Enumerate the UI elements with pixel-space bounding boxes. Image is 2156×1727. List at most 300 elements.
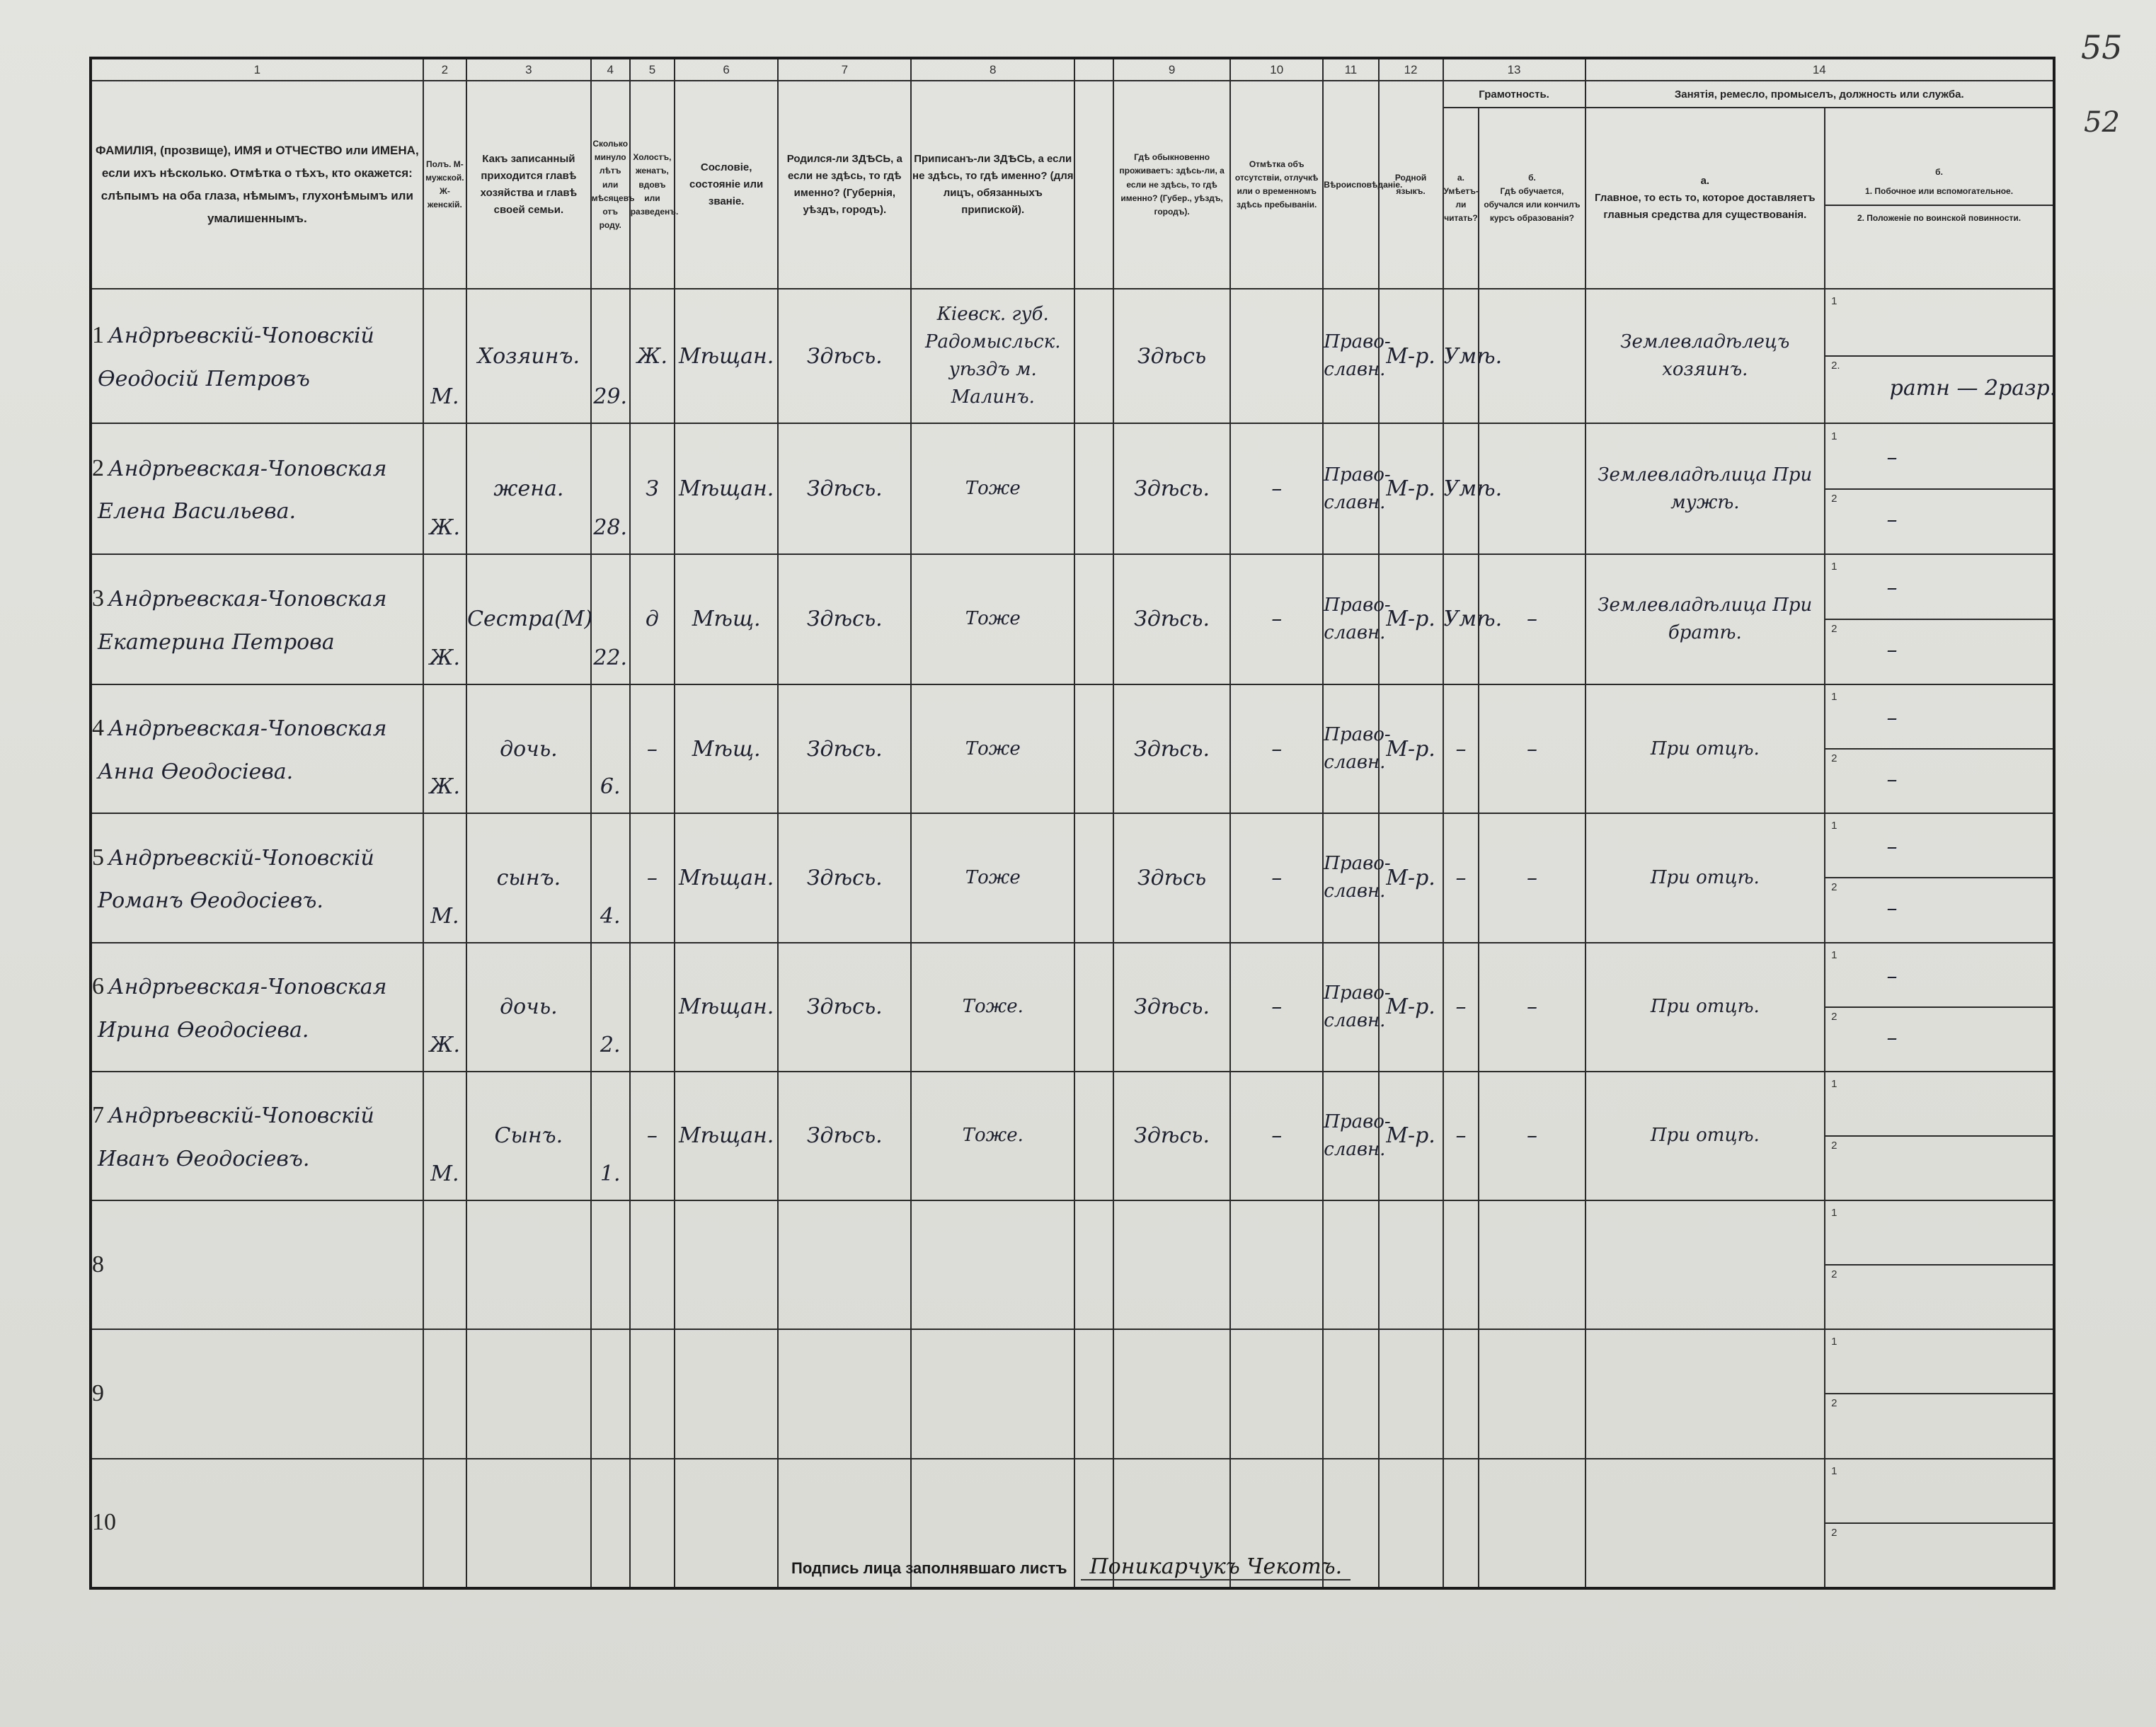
cell-literate-text: – bbox=[1455, 865, 1467, 890]
cell-secondary bbox=[1825, 554, 2054, 684]
cell-registered-text: Кіевск. губ. Радомысльск. уѣздъ м. Малинъ. bbox=[925, 304, 1061, 408]
cell-estate-text: Мѣщан. bbox=[678, 476, 774, 502]
header-education-text: Гдѣ обучается, обучался или кончилъ курсъ образованія? bbox=[1484, 185, 1581, 224]
cell-estate bbox=[675, 943, 778, 1072]
cell-occupation-text: При отцѣ. bbox=[1650, 1125, 1760, 1147]
cell-residence bbox=[1113, 289, 1230, 424]
cell-marital bbox=[630, 423, 675, 553]
cell-born bbox=[778, 1072, 911, 1200]
header-literate-letter: а. bbox=[1457, 172, 1464, 183]
cell-marital bbox=[630, 1200, 675, 1329]
sheet-number: 55 bbox=[2081, 28, 2123, 67]
cell-sex-text: М. bbox=[430, 903, 459, 929]
cell-born bbox=[778, 813, 911, 942]
cell-relation bbox=[466, 423, 591, 553]
cell-registered bbox=[911, 1329, 1074, 1458]
cell-religion-text: Право-славн. bbox=[1324, 1111, 1391, 1160]
cell-marital bbox=[630, 943, 675, 1072]
signature-footer bbox=[791, 1554, 1351, 1580]
cell-language bbox=[1379, 554, 1443, 684]
cell-language-text: М-р. bbox=[1386, 343, 1435, 369]
household-row bbox=[91, 423, 2054, 553]
cell-residence-text: Здѣсь. bbox=[1134, 1123, 1210, 1149]
cell-registered-text: Тоже bbox=[965, 478, 1021, 500]
cell-marital bbox=[630, 1072, 675, 1200]
cell-age bbox=[591, 684, 630, 813]
sub-line-number: 2 bbox=[1831, 1139, 1837, 1152]
cell-secondary bbox=[1825, 813, 2054, 942]
cell-secondary bbox=[1825, 1072, 2054, 1200]
cell-absence-text: – bbox=[1271, 607, 1283, 632]
sub-line-number: 1 bbox=[1831, 1077, 1837, 1090]
header-absence: Отмѣтка объ отсутствіи, отлучкѣ или о временномъ здѣсь пребываніи. bbox=[1230, 81, 1323, 288]
cell-registered bbox=[911, 943, 1074, 1072]
cell-literate-text: Умѣ. bbox=[1443, 343, 1503, 369]
cell-occupation-text: При отцѣ. bbox=[1650, 866, 1760, 888]
cell-relation bbox=[466, 684, 591, 813]
cell-literate bbox=[1443, 1459, 1479, 1588]
cell-born bbox=[778, 554, 911, 684]
cell-absence-text: – bbox=[1271, 736, 1283, 762]
cell-age-text: 28. bbox=[593, 515, 628, 540]
cell-absence bbox=[1230, 289, 1323, 424]
household-row bbox=[91, 813, 2054, 942]
cell-absence bbox=[1230, 943, 1323, 1072]
cell-religion bbox=[1323, 684, 1391, 813]
cell-sex bbox=[423, 1072, 466, 1200]
cell-registered bbox=[911, 554, 1074, 684]
cell-estate bbox=[675, 289, 778, 424]
header-row bbox=[91, 81, 2054, 108]
colnum-2: 2 bbox=[423, 58, 466, 81]
sub-line-value: – bbox=[1886, 1025, 1898, 1050]
cell-religion bbox=[1323, 943, 1391, 1072]
header-religion: Вѣроисповѣданіе. bbox=[1323, 81, 1378, 288]
cell-religion-text: Право-славн. bbox=[1324, 853, 1391, 902]
cell-religion-text: Право-славн. bbox=[1324, 331, 1391, 381]
cell-secondary bbox=[1825, 1329, 2054, 1458]
surname: Андрѣевскій-Чоповскій bbox=[108, 1103, 374, 1129]
cell-literate-text: – bbox=[1455, 994, 1467, 1020]
cell-religion bbox=[1323, 423, 1391, 553]
cell-age-text: 29. bbox=[593, 384, 628, 410]
household-row bbox=[91, 943, 2054, 1072]
cell-absence bbox=[1230, 1072, 1323, 1200]
cell-relation bbox=[466, 1200, 591, 1329]
cell-sex bbox=[423, 684, 466, 813]
cell-estate-text: Мѣщан. bbox=[678, 343, 774, 369]
cell-sex-text: Ж. bbox=[429, 1032, 461, 1057]
sub-line-number: 1 bbox=[1831, 1336, 1837, 1348]
cell-age-text: 22. bbox=[593, 646, 628, 671]
cell-residence bbox=[1113, 423, 1230, 553]
cell-sex-text: Ж. bbox=[429, 646, 461, 671]
sub-line-number: 1 bbox=[1831, 948, 1837, 961]
sub-line-number: 1 bbox=[1831, 1464, 1837, 1477]
cell-relation bbox=[466, 554, 591, 684]
cell-sex bbox=[423, 1459, 466, 1588]
cell-marital bbox=[630, 289, 675, 424]
cell-literate bbox=[1443, 684, 1479, 813]
sub-line-number: 2 bbox=[1831, 1268, 1837, 1281]
cell-registered-text: Тоже bbox=[965, 608, 1021, 630]
cell-literate bbox=[1443, 1072, 1479, 1200]
cell-religion-text: Право-славн. bbox=[1324, 464, 1391, 513]
cell-age bbox=[591, 1072, 630, 1200]
cell-occupation bbox=[1586, 1329, 1825, 1458]
row-number: 5 bbox=[92, 844, 104, 871]
cell-literate bbox=[1443, 554, 1503, 684]
cell-secondary bbox=[1825, 1459, 2054, 1588]
cell-residence-text: Здѣсь. bbox=[1134, 736, 1210, 762]
given-names: Романъ Өеодосіевъ. bbox=[98, 888, 323, 914]
cell-religion bbox=[1323, 813, 1391, 942]
cell-residence bbox=[1113, 943, 1230, 1072]
colnum-7: 7 bbox=[778, 58, 911, 81]
surname: Андрѣевская-Чоповская bbox=[108, 456, 387, 481]
cell-occupation-text: Землевладѣлица При братѣ. bbox=[1598, 594, 1813, 643]
cell-born-text: Здѣсь. bbox=[806, 1123, 883, 1149]
cell-marital bbox=[630, 813, 675, 942]
cell-education bbox=[1479, 1200, 1585, 1329]
sub-line-value: – bbox=[1886, 834, 1898, 860]
cell-born-text: Здѣсь. bbox=[806, 607, 883, 632]
cell-blank bbox=[1074, 289, 1113, 424]
cell-age bbox=[591, 554, 630, 684]
cell-name bbox=[91, 1459, 423, 1588]
header-secondary-letter: б. bbox=[1935, 167, 1943, 178]
cell-sex bbox=[423, 423, 466, 553]
cell-absence-text: – bbox=[1271, 994, 1283, 1020]
header-language: Родной языкъ. bbox=[1379, 81, 1443, 288]
colnum-11: 11 bbox=[1323, 58, 1378, 81]
cell-born bbox=[778, 289, 911, 424]
sub-line-value: – bbox=[1886, 767, 1898, 793]
cell-sex bbox=[423, 554, 466, 684]
cell-sex bbox=[423, 1329, 466, 1458]
cell-name bbox=[91, 423, 423, 553]
cell-estate bbox=[675, 1459, 778, 1588]
sub-line-value: – bbox=[1886, 638, 1898, 663]
sub-line-value: – bbox=[1886, 445, 1898, 471]
cell-blank bbox=[1074, 1072, 1113, 1200]
surname: Андрѣевская-Чоповская bbox=[108, 587, 387, 612]
surname: Андрѣевскій-Чоповскій bbox=[108, 323, 374, 349]
row-number: 10 bbox=[92, 1509, 116, 1536]
cell-language-text: М-р. bbox=[1386, 607, 1435, 632]
cell-registered-text: Тоже. bbox=[962, 1125, 1023, 1147]
cell-estate bbox=[675, 684, 778, 813]
colnum-6: 6 bbox=[675, 58, 778, 81]
cell-estate bbox=[675, 423, 778, 553]
cell-name bbox=[91, 289, 423, 424]
given-names: Елена Васильева. bbox=[98, 499, 297, 524]
row-number: 9 bbox=[92, 1380, 104, 1407]
cell-language bbox=[1379, 1072, 1443, 1200]
cell-language-text: М-р. bbox=[1386, 476, 1435, 502]
cell-education bbox=[1479, 943, 1585, 1072]
cell-religion bbox=[1323, 1329, 1378, 1458]
colnum-13: 13 bbox=[1443, 58, 1586, 81]
cell-blank bbox=[1074, 684, 1113, 813]
header-age: Сколько минуло лѣтъ или мѣсяцевъ отъ роду. bbox=[591, 81, 630, 288]
cell-language bbox=[1379, 1329, 1443, 1458]
sub-line-number: 1 bbox=[1831, 820, 1837, 832]
colnum-5: 5 bbox=[630, 58, 675, 81]
colnum-14: 14 bbox=[1586, 58, 2054, 81]
cell-education bbox=[1479, 1459, 1585, 1588]
cell-education-text: – bbox=[1526, 994, 1537, 1020]
cell-relation bbox=[466, 1459, 591, 1588]
colnum-1: 1 bbox=[91, 58, 423, 81]
cell-registered bbox=[911, 684, 1074, 813]
page-number: 52 bbox=[2084, 106, 2120, 139]
cell-relation-text: Сынъ. bbox=[494, 1123, 563, 1149]
cell-religion-text: Право-славн. bbox=[1324, 982, 1391, 1031]
cell-language bbox=[1379, 1459, 1443, 1588]
cell-secondary bbox=[1825, 943, 2054, 1072]
cell-age-text: 2. bbox=[600, 1032, 621, 1057]
cell-education bbox=[1479, 1329, 1585, 1458]
signature: Поникарчукъ Чекотъ. bbox=[1081, 1554, 1351, 1580]
cell-religion bbox=[1323, 1072, 1391, 1200]
cell-literate-text: Умѣ. bbox=[1443, 607, 1503, 632]
sub-line-number: 2 bbox=[1831, 881, 1837, 894]
surname: Андрѣевская-Чоповская bbox=[108, 716, 387, 742]
cell-born bbox=[778, 684, 911, 813]
cell-blank bbox=[1074, 554, 1113, 684]
cell-relation bbox=[466, 1329, 591, 1458]
cell-age-text: 4. bbox=[600, 903, 621, 929]
header-sex: Полъ. М-мужской. Ж-женскій. bbox=[423, 81, 466, 288]
cell-estate-text: Мѣщан. bbox=[678, 865, 774, 890]
cell-literate-text: Умѣ. bbox=[1443, 476, 1503, 502]
colnum-12: 12 bbox=[1379, 58, 1443, 81]
sub-line-number: 2 bbox=[1831, 752, 1837, 765]
cell-absence bbox=[1230, 813, 1323, 942]
cell-born-text: Здѣсь. bbox=[806, 994, 883, 1020]
household-row bbox=[91, 1072, 2054, 1200]
cell-religion-text: Право-славн. bbox=[1324, 594, 1391, 643]
cell-secondary bbox=[1825, 423, 2054, 553]
household-row bbox=[91, 1200, 2054, 1329]
header-secondary-1: 1. Побочное или вспомогательное. bbox=[1825, 179, 2053, 205]
header-main-occupation bbox=[1586, 108, 1825, 289]
cell-relation-text: дочь. bbox=[500, 994, 558, 1020]
cell-occupation bbox=[1586, 943, 1825, 1072]
cell-absence-text: – bbox=[1271, 865, 1283, 890]
cell-age bbox=[591, 423, 630, 553]
cell-blank bbox=[1074, 423, 1113, 553]
colnum-blank bbox=[1074, 58, 1113, 81]
cell-literate bbox=[1443, 813, 1479, 942]
header-main-occupation-text: Главное, то есть то, которое доставляетъ главныя средства для существованія. bbox=[1595, 191, 1816, 221]
cell-language bbox=[1379, 289, 1443, 424]
cell-name bbox=[91, 1200, 423, 1329]
cell-estate-text: Мѣщ. bbox=[692, 607, 761, 632]
cell-education bbox=[1479, 684, 1585, 813]
cell-sex-text: Ж. bbox=[429, 515, 461, 540]
cell-estate bbox=[675, 1329, 778, 1458]
cell-language-text: М-р. bbox=[1386, 865, 1435, 890]
colnum-3: 3 bbox=[466, 58, 591, 81]
row-number: 7 bbox=[92, 1102, 104, 1129]
sub-line-number: 2 bbox=[1831, 1397, 1837, 1410]
cell-relation-text: Сестра(М) bbox=[467, 607, 593, 632]
cell-residence bbox=[1113, 554, 1230, 684]
cell-education bbox=[1479, 813, 1585, 942]
sub-line-number: 1 bbox=[1831, 560, 1837, 573]
header-marital: Холостъ, женатъ, вдовъ или разведенъ. bbox=[630, 81, 675, 288]
cell-relation-text: сынъ. bbox=[496, 865, 561, 890]
header-estate: Сословіе, состояніе или званіе. bbox=[675, 81, 778, 288]
header-residence: Гдѣ обыкновенно проживаетъ: здѣсь-ли, а если не здѣсь, то гдѣ именно? (Губер., уѣздъ, городъ). bbox=[1113, 81, 1230, 288]
cell-literate bbox=[1443, 1329, 1479, 1458]
sub-line-number: 2 bbox=[1831, 1526, 1837, 1539]
cell-religion bbox=[1323, 1200, 1378, 1329]
cell-education-text: – bbox=[1526, 865, 1537, 890]
cell-marital bbox=[630, 1459, 675, 1588]
cell-registered bbox=[911, 423, 1074, 553]
cell-residence bbox=[1113, 684, 1230, 813]
sub-line-number: 2 bbox=[1831, 1010, 1837, 1023]
cell-estate-text: Мѣщан. bbox=[678, 994, 774, 1020]
census-table bbox=[89, 57, 2055, 1590]
household-row bbox=[91, 684, 2054, 813]
cell-estate bbox=[675, 1200, 778, 1329]
cell-language-text: М-р. bbox=[1386, 736, 1435, 762]
signature-label: Подпись лица заполнявшаго листъ bbox=[791, 1559, 1067, 1577]
cell-education-text: – bbox=[1526, 736, 1537, 762]
header-secondary-2: 2. Положеніе по воинской повинности. bbox=[1857, 212, 2022, 223]
cell-religion bbox=[1323, 554, 1391, 684]
cell-literate bbox=[1443, 423, 1503, 553]
cell-born-text: Здѣсь. bbox=[806, 476, 883, 502]
header-relation: Какъ записанный приходится главѣ хозяйства и главѣ своей семьи. bbox=[466, 81, 591, 288]
cell-registered-text: Тоже bbox=[965, 866, 1021, 888]
cell-occupation-text: При отцѣ. bbox=[1650, 738, 1760, 759]
cell-absence-text: – bbox=[1271, 476, 1283, 502]
cell-born-text: Здѣсь. bbox=[806, 343, 883, 369]
sub-line-number: 1 bbox=[1831, 430, 1837, 442]
given-names: Екатерина Петрова bbox=[98, 629, 335, 655]
cell-residence bbox=[1113, 1329, 1230, 1458]
cell-occupation-text: При отцѣ. bbox=[1650, 996, 1760, 1018]
cell-literate-text: – bbox=[1455, 1123, 1467, 1149]
sub-line-number: 1 bbox=[1831, 691, 1837, 704]
cell-residence bbox=[1113, 1200, 1230, 1329]
cell-age bbox=[591, 943, 630, 1072]
cell-born bbox=[778, 1329, 911, 1458]
header-literate-text: Умѣетъ-ли читать? bbox=[1443, 185, 1479, 224]
cell-marital-text: З bbox=[646, 476, 659, 502]
cell-relation-text: Хозяинъ. bbox=[477, 343, 580, 369]
cell-name bbox=[91, 1329, 423, 1458]
header-birthplace: Родился-ли ЗДѢСЬ, а если не здѣсь, то гдѣ именно? (Губернія, уѣздъ, городъ). bbox=[778, 81, 911, 288]
cell-absence bbox=[1230, 423, 1323, 553]
header-name: ФАМИЛІЯ, (прозвище), ИМЯ и ОТЧЕСТВО или ИМЕНА, если ихъ нѣсколько. Отмѣтка о тѣхъ, кто окажется: слѣпымъ на оба глаза, нѣмымъ, глухонѣмымъ или умалишеннымъ. bbox=[91, 81, 423, 288]
cell-occupation bbox=[1586, 1459, 1825, 1588]
cell-estate bbox=[675, 554, 778, 684]
cell-religion bbox=[1323, 289, 1391, 424]
cell-occupation bbox=[1586, 554, 1825, 684]
cell-age bbox=[591, 813, 630, 942]
header-education-letter: б. bbox=[1528, 172, 1536, 183]
cell-occupation-text: Землевладѣлица При мужѣ. bbox=[1598, 464, 1813, 513]
cell-estate bbox=[675, 813, 778, 942]
cell-marital-text: – bbox=[646, 865, 658, 890]
colnum-8: 8 bbox=[911, 58, 1074, 81]
cell-age bbox=[591, 1200, 630, 1329]
cell-language bbox=[1379, 813, 1443, 942]
cell-born bbox=[778, 943, 911, 1072]
row-number: 3 bbox=[92, 585, 104, 612]
header-occupation: Занятія, ремесло, промыселъ, должность или служба. bbox=[1586, 81, 2054, 108]
cell-secondary bbox=[1825, 289, 2057, 424]
cell-born bbox=[778, 423, 911, 553]
cell-sex bbox=[423, 943, 466, 1072]
cell-occupation bbox=[1586, 423, 1825, 553]
cell-registered bbox=[911, 813, 1074, 942]
cell-marital bbox=[630, 684, 675, 813]
cell-language-text: М-р. bbox=[1386, 994, 1435, 1020]
cell-registered bbox=[911, 1072, 1074, 1200]
cell-education-text: – bbox=[1526, 1123, 1537, 1149]
cell-sex bbox=[423, 289, 466, 424]
surname: Андрѣевская-Чоповская bbox=[108, 974, 387, 999]
sub-line-number: 1 bbox=[1831, 295, 1837, 308]
cell-marital bbox=[630, 1329, 675, 1458]
cell-name bbox=[91, 684, 423, 813]
cell-residence-text: Здѣсь bbox=[1137, 343, 1207, 369]
cell-sex bbox=[423, 1200, 466, 1329]
column-number-row bbox=[91, 58, 2054, 81]
cell-education-text: – bbox=[1526, 607, 1537, 632]
given-names: Анна Өеодосіева. bbox=[98, 759, 294, 784]
cell-age-text: 6. bbox=[600, 774, 621, 800]
household-row bbox=[91, 554, 2054, 684]
row-number: 4 bbox=[92, 715, 104, 742]
cell-registered-text: Тоже. bbox=[962, 996, 1023, 1018]
sub-line-number: 2 bbox=[1831, 492, 1837, 505]
cell-sex bbox=[423, 813, 466, 942]
cell-marital-text: – bbox=[646, 736, 658, 762]
row-number: 1 bbox=[92, 322, 104, 349]
cell-language bbox=[1379, 943, 1443, 1072]
header-secondary bbox=[1825, 108, 2054, 289]
cell-born bbox=[778, 1200, 911, 1329]
header-main-occupation-letter: а. bbox=[1700, 174, 1710, 187]
header-registration: Приписанъ-ли ЗДѢСЬ, а если не здѣсь, то гдѣ именно? (для лицъ, обязанныхъ припиской). bbox=[911, 81, 1074, 288]
cell-sex-text: Ж. bbox=[429, 774, 461, 800]
cell-relation-text: жена. bbox=[493, 476, 564, 502]
given-names: Ирина Өеодосіева. bbox=[98, 1017, 309, 1043]
cell-absence bbox=[1230, 1329, 1323, 1458]
cell-residence bbox=[1113, 1072, 1230, 1200]
cell-absence bbox=[1230, 684, 1323, 813]
header-blank bbox=[1074, 81, 1113, 288]
cell-occupation-text: Землевладѣлецъ хозяинъ. bbox=[1620, 331, 1790, 381]
cell-estate-text: Мѣщан. bbox=[678, 1123, 774, 1149]
cell-language-text: М-р. bbox=[1386, 1123, 1435, 1149]
cell-sex-text: М. bbox=[430, 384, 459, 410]
cell-literate bbox=[1443, 289, 1503, 424]
sub-line-value: – bbox=[1886, 963, 1898, 989]
sub-line-value: – bbox=[1886, 575, 1898, 601]
cell-age bbox=[591, 1329, 630, 1458]
cell-estate bbox=[675, 1072, 778, 1200]
row-number: 8 bbox=[92, 1251, 104, 1278]
